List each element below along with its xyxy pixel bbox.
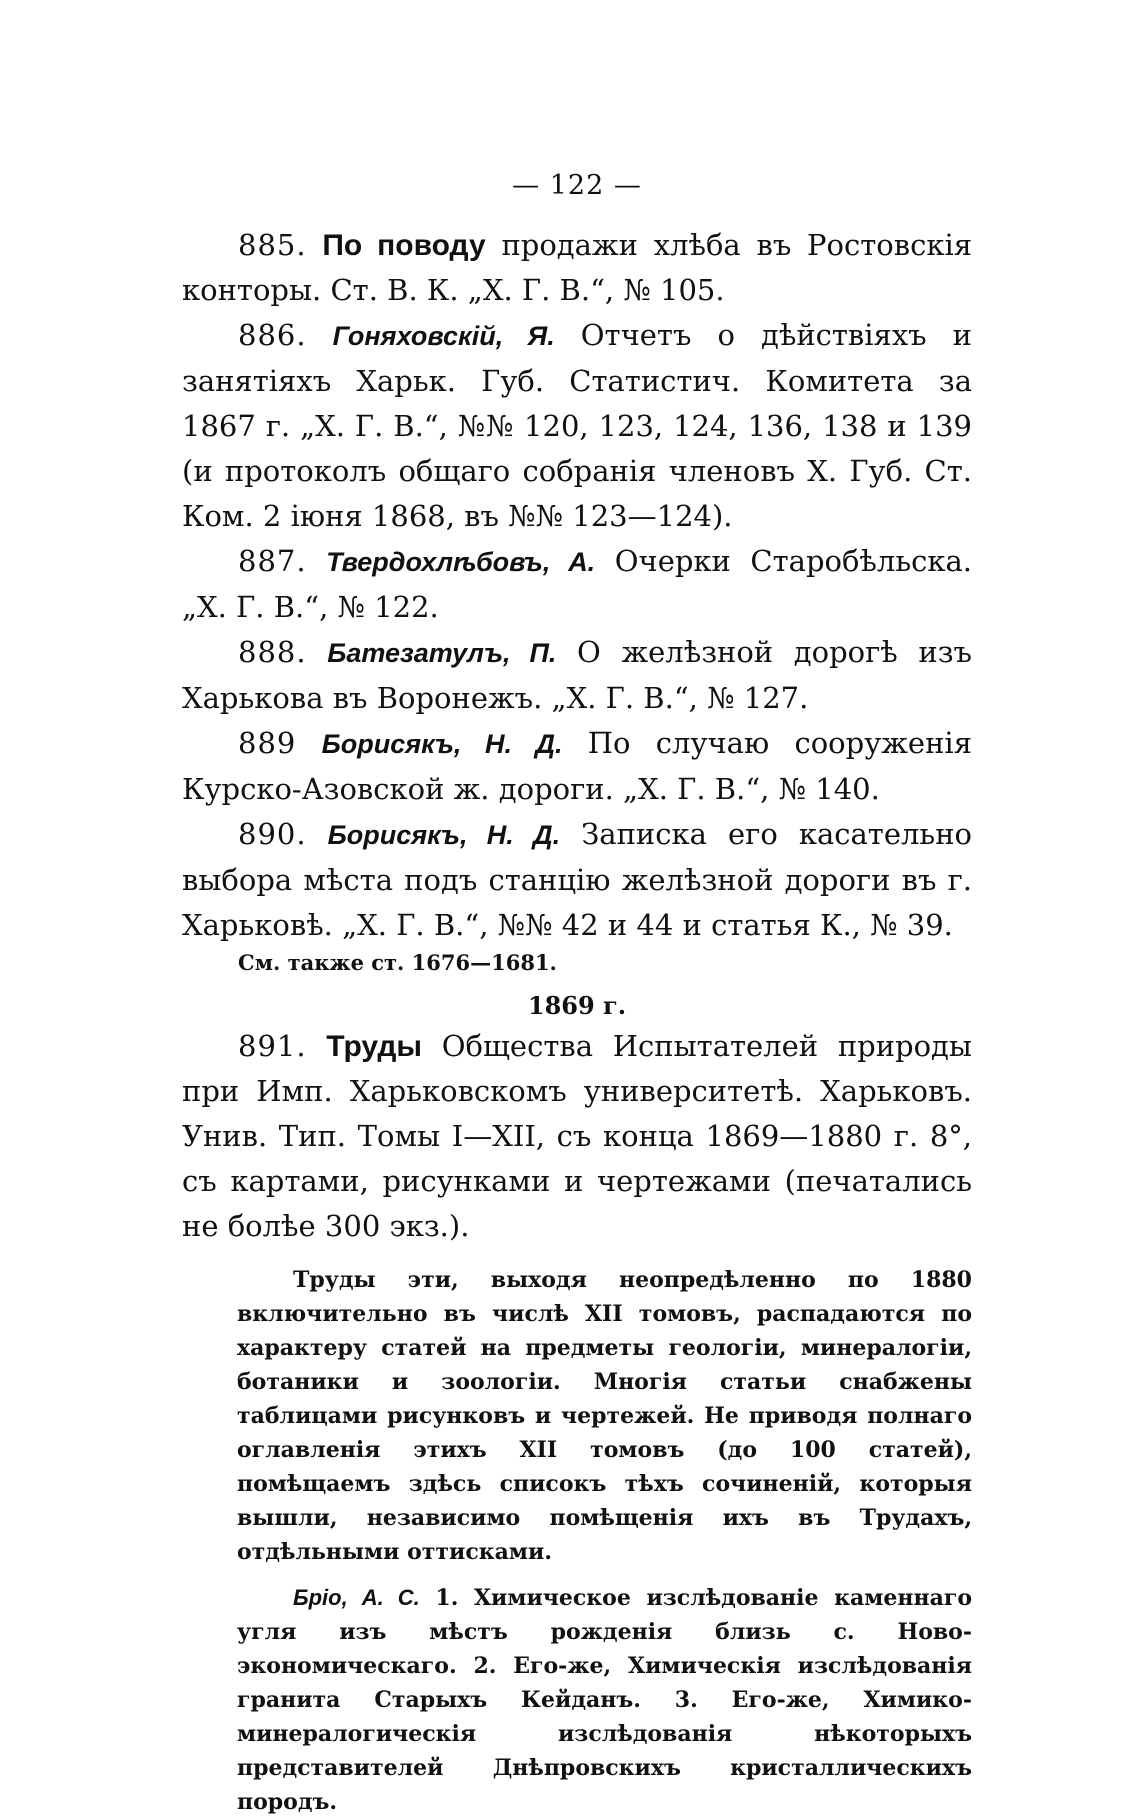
entry-text: О желѣзной дорогѣ изъ Харькова въ Воронежъ. „Х. Г. В.“, № 127. [182, 635, 973, 715]
entry-author: Гоняховскій, Я. [332, 321, 555, 351]
entry-number: 887. [238, 544, 307, 578]
entry-886 [182, 313, 972, 539]
entry-889 [182, 721, 972, 812]
entry-keyword: По поводу [322, 229, 486, 262]
book-page [182, 170, 972, 1819]
entry-author: Борисякъ, Н. Д. [321, 729, 563, 759]
entry-text: Очерки Старобѣльска. „Х. Г. В.“, № 122. [182, 544, 973, 624]
entry-number: 886. [238, 318, 307, 352]
entry-text: Записка его касательно выбора мѣста подъ станцію желѣзной дороги въ г. Харьковѣ. „Х. Г. В.“, №№ 42 и 44 и статья К., № 39. [182, 817, 973, 942]
entry-text: По случаю сооруженія Курско-Азовской ж. дороги. „Х. Г. В.“, № 140. [182, 726, 972, 806]
entry-text: продажи хлѣба въ Ростовскія конторы. Ст. В. К. „Х. Г. В.“, № 105. [182, 228, 973, 307]
entry-text: Общества Испытателей природы при Имп. Харьковскомъ университетѣ. Харьковъ. Унив. Тип. Томы I—XII, съ конца 1869—1880 г. 8°, съ картами, рисунками и чертежами (печатались не болѣе 300 экз.). [182, 1029, 972, 1243]
entry-author: Борисякъ, Н. Д. [327, 820, 561, 850]
entry-887 [182, 539, 972, 630]
entry-885 [182, 223, 972, 313]
note-text: 1. Химическое изслѣдованіе каменнаго угля изъ мѣстъ рожденія близь с. Ново-экономическаго. 2. Его-же, Химическія изслѣдованія гранита Старыхъ Кейданъ. 3. Его-же, Химико-минералогическія изслѣдованія нѣкоторыхъ представителей Днѣпровскихъ кристаллическихъ породъ. [237, 1585, 972, 1815]
entry-author: Твердохлѣбовъ, А. [326, 547, 596, 577]
year-heading: 1869 г. [527, 991, 627, 1020]
entry-number: 891. [238, 1029, 307, 1063]
entry-891 [182, 1024, 972, 1249]
entry-890 [182, 812, 972, 948]
entry-number: 888. [238, 635, 307, 669]
entry-author: Батезатулъ, П. [327, 638, 557, 668]
entry-888 [182, 630, 972, 721]
entry-number: 890. [238, 817, 307, 851]
see-also: См. также ст. 1676—1681. [238, 950, 557, 975]
entry-text: Отчетъ о дѣйствіяхъ и занятіяхъ Харьк. Губ. Статистич. Комитета за 1867 г. „Х. Г. В.“, №№ 120, 123, 124, 136, 138 и 139 (и протоколъ общаго собранія членовъ Х. Губ. Ст. Ком. 2 іюня 1868, въ №№ 123—124). [182, 318, 973, 533]
note-paragraph: Труды эти, выходя неопредѣленно по 1880 включительно въ числѣ XII томовъ, распадаются по характеру статей на предметы геологіи, минералогіи, ботаники и зоологіи. Многія статьи снабжены таблицами рисунковъ и чертежей. Не приводя полнаго оглавленія этихъ XII томовъ (до 100 статей), помѣщаемъ здѣсь списокъ тѣхъ сочиненій, которыя вышли, независимо помѣщенія ихъ въ Трудахъ, отдѣльными оттисками. [237, 1267, 972, 1565]
note-paragraph-brio [237, 1581, 972, 1819]
entry-number: 889 [238, 726, 297, 760]
entry-number: 885. [238, 228, 307, 262]
entry-keyword: Труды [326, 1030, 423, 1063]
page-number: — 122 — [512, 170, 642, 201]
note-author: Бріо, А. С. [293, 1585, 420, 1610]
